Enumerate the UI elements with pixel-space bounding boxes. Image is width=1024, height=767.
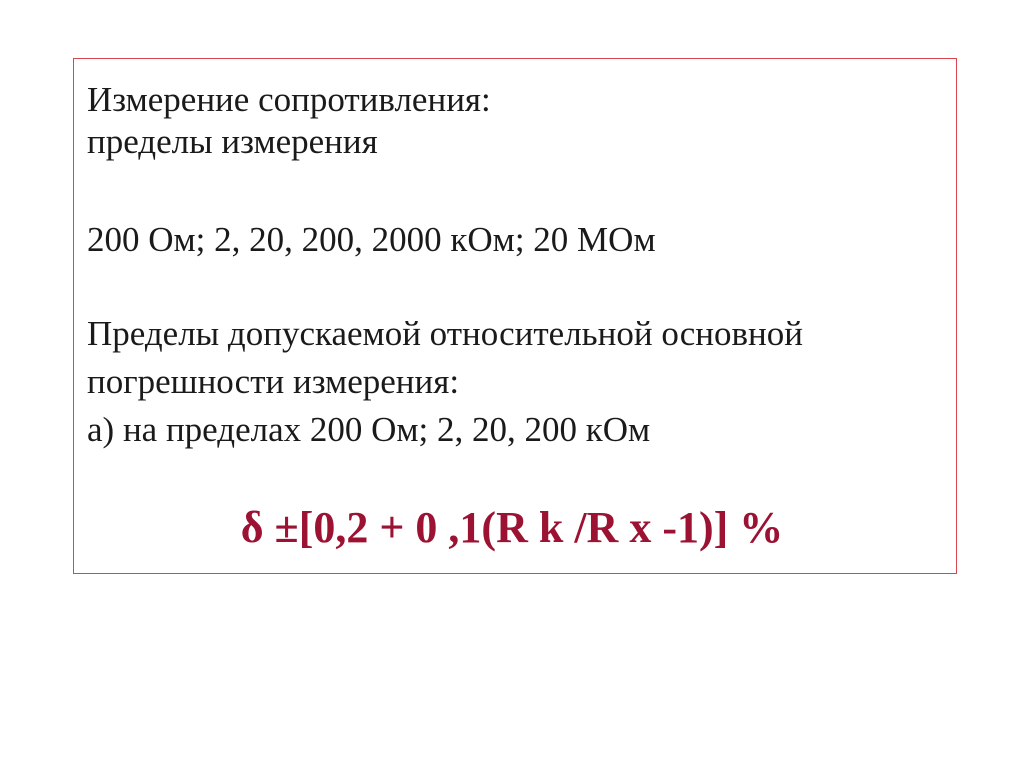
heading-line-2: пределы измерения — [87, 122, 378, 161]
error-line-2: погрешности измерения: — [87, 362, 460, 401]
error-line-1: Пределы допускаемой относительной основной — [87, 314, 803, 353]
measurement-ranges: 200 Ом; 2, 20, 200, 2000 кОм; 20 МОм — [87, 220, 656, 259]
formula-text: δ ±[0,2 + 0 ,1(R k /R x -1)] % — [240, 503, 784, 552]
error-line-3: а) на пределах 200 Ом; 2, 20, 200 кОм — [87, 410, 651, 449]
error-formula — [0, 503, 1024, 552]
heading-line-1: Измерение сопротивления: — [87, 80, 491, 119]
